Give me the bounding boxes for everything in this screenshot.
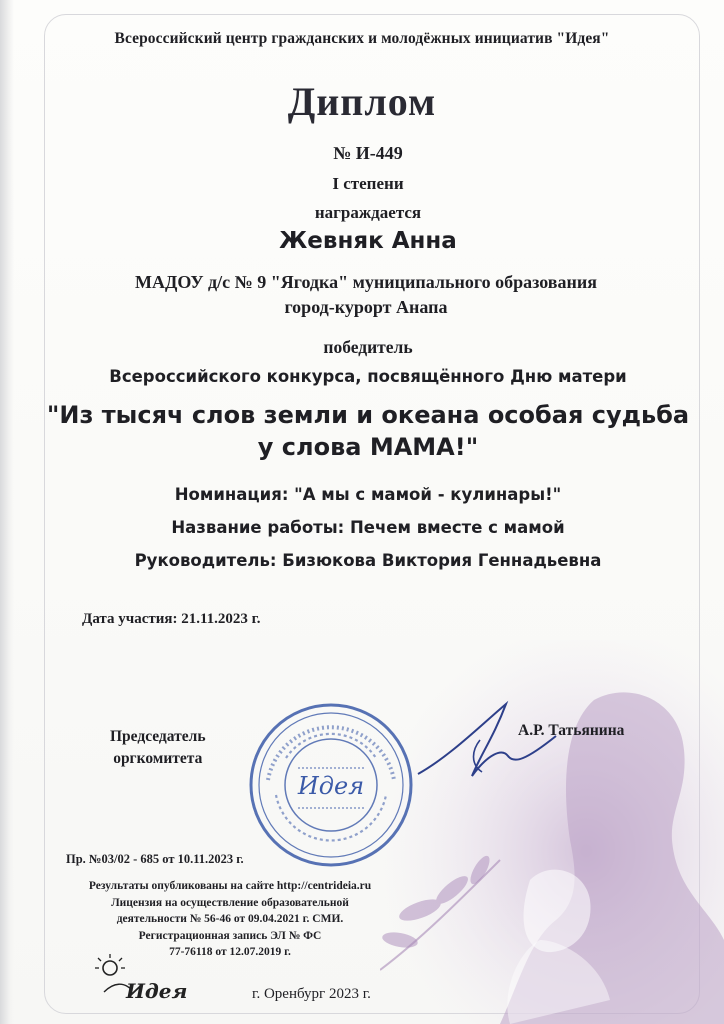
organization-name: Всероссийский центр гражданских и молодёжных инициатив "Идея" — [114, 30, 610, 47]
chair-line-1: Председатель — [110, 728, 206, 745]
order-number: Пр. №03/02 - 685 от 10.11.2023 г. — [66, 852, 244, 866]
participation-date: Дата участия: 21.11.2023 г. — [82, 611, 261, 627]
supervisor: Руководитель: Бизюкова Виктория Геннадьевна — [134, 551, 602, 570]
institution — [4, 270, 724, 320]
chair-title — [110, 726, 206, 770]
signer-name: А.Р. Татьянина — [518, 722, 625, 739]
city-year: г. Оренбург 2023 г. — [252, 986, 371, 1002]
winner-status: победитель — [323, 337, 413, 357]
contest-slogan — [6, 399, 724, 463]
diploma-title: Диплом — [287, 79, 437, 124]
slogan-line-2: у слова МАМА!" — [257, 433, 479, 461]
diploma-number: № И-449 — [333, 143, 403, 163]
work-title: Название работы: Печем вместе с мамой — [171, 518, 565, 537]
results-line-2: Лицензия на осуществление образовательной — [111, 896, 349, 909]
signature — [410, 696, 560, 786]
chair-line-2: оргкомитета — [113, 750, 203, 767]
diploma-degree: I степени — [332, 174, 404, 193]
results-line-4: Регистрационная запись ЭЛ № ФС — [138, 929, 322, 942]
results-line-3: деятельности № 56-46 от 09.04.2021 г. СМИ. — [116, 913, 344, 925]
results-line-5: 77-76118 от 12.07.2019 г. — [169, 946, 291, 958]
institution-line-1: МАДОУ д/с № 9 "Ягодка" муниципального образования — [134, 272, 598, 292]
logo-text: Идея — [126, 979, 188, 1003]
slogan-line-1: "Из тысяч слов земли и океана особая судьба — [46, 401, 690, 429]
institution-line-2: город-курорт Анапа — [284, 297, 448, 317]
results-line-1: Результаты опубликованы на сайте http://centrideia.ru — [88, 880, 372, 892]
publication-info — [60, 878, 400, 961]
official-seal — [246, 700, 416, 870]
contest-name: Всероссийского конкурса, посвящённого Дню матери — [109, 367, 627, 386]
nomination: Номинация: "А мы с мамой - кулинары!" — [174, 485, 562, 504]
organization-logo — [84, 952, 194, 1004]
recipient-name: Жевняк Анна — [279, 228, 457, 254]
awarded-label: награждается — [314, 203, 422, 222]
seal-center-text: Идея — [297, 772, 365, 800]
